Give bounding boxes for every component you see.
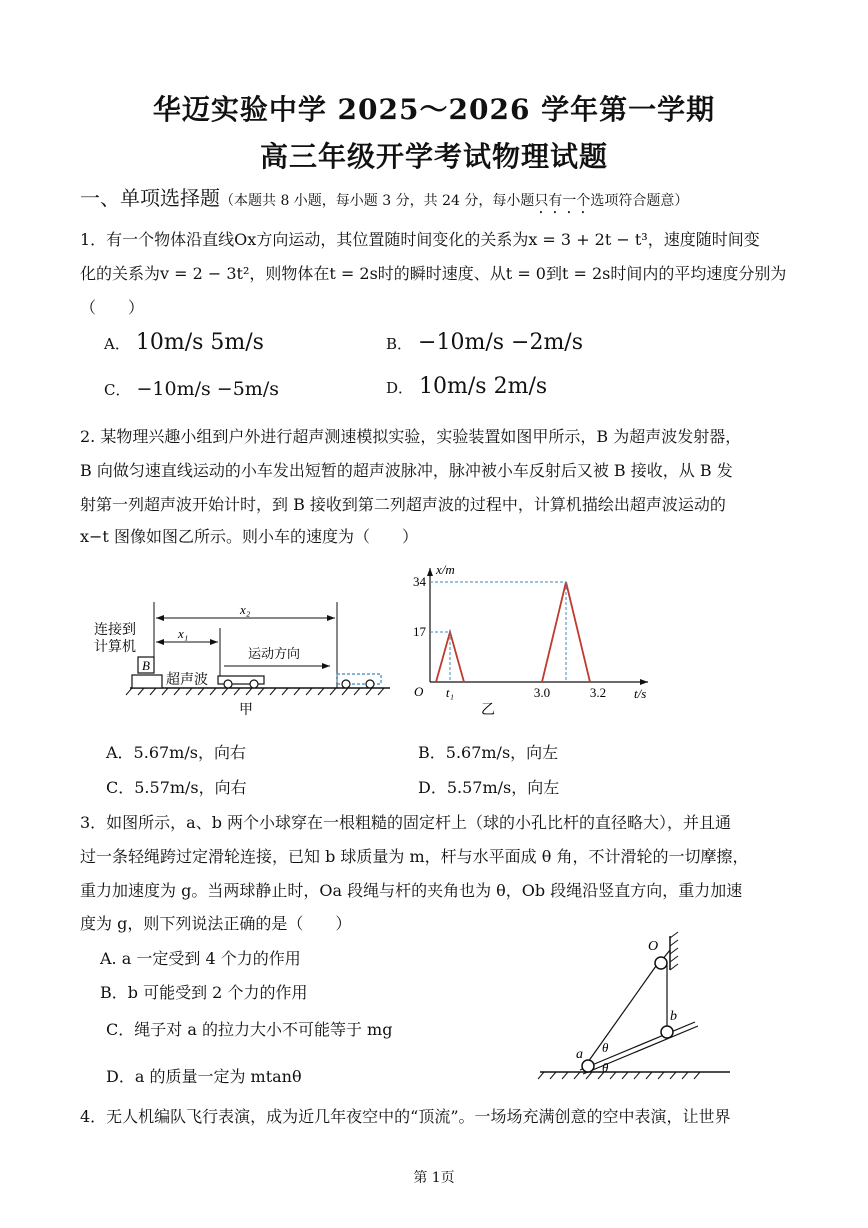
x-tick-3-0: 3.0 [533,685,551,700]
caption-yi: 乙 [481,703,495,718]
page-number: 第 1页 [413,1170,455,1186]
section-note: （本题共 8 小题，每小题 3 分，共 24 分，每小题只有一个选项符合题意） [220,193,689,209]
label-direction: 运动方向 [248,646,301,661]
x-axis-label: t/s [634,686,647,701]
base-block [132,675,162,688]
section-heading [80,182,688,217]
caption-jia: 甲 [239,703,253,718]
q1-stem-line1: 1．有一个物体沿直线Ox方向运动，其位置随时间变化的关系为x = 3 + 2t − t³，速度随时间变 [80,230,760,249]
ground-hatch [126,688,384,695]
exam-title-line1: 华迈实验中学 2025～2026 学年第一学期 [152,93,716,126]
figure-q3-pulley [530,930,730,1090]
y-axis-label: x/m [436,562,455,577]
figure-jia [90,600,400,720]
label-b: b [670,1009,677,1024]
q3-option-b: B．b 可能受到 2 个力的作用 [100,983,308,1002]
origin-label: O [414,684,424,699]
label-theta-2: θ [602,1060,609,1075]
label-a: a [576,1047,583,1062]
q2-stem-line4: x−t 图像如图乙所示。则小车的速度为（ ） [80,527,418,546]
q3-stem-line1: 3．如图所示，a、b 两个小球穿在一根粗糙的固定杆上（球的小孔比杆的直径略大），并且通 [80,813,732,832]
q4-stem-line1: 4．无人机编队飞行表演，成为近几年夜空中的“顶流”。一场场充满创意的空中表演，让世界 [80,1107,731,1126]
label-b: B [142,658,150,673]
pulley [655,957,667,969]
q2-stem-line3: 射第一列超声波开始计时，到 B 接收到第二列超声波的过程中，计算机描绘出超声波运动的 [80,495,726,514]
label-x2: x₂ [240,602,251,617]
ball-a [582,1060,594,1072]
label-x1: x₁ [178,626,189,641]
label-connect-2: 计算机 [94,640,136,655]
q1-stem-line3: （ ） [80,298,145,317]
figure-yi-chart [408,560,658,720]
ball-b [661,1026,673,1038]
q2-option-a: A．5.67m/s，向右 [106,743,246,762]
x-tick-3-2: 3.2 [589,685,607,700]
q3-stem-line2: 过一条轻绳跨过定滑轮连接，已知 b 球质量为 m，杆与水平面成 θ 角，不计滑轮的一切摩擦， [80,847,749,866]
q3-option-c: C．绳子对 a 的拉力大小不可能等于 mg [106,1020,393,1039]
q2-option-c: C．5.57m/s，向右 [106,778,247,797]
q1-option-d: D． 10m/s 2m/s [386,374,548,399]
q3-option-a: A. a 一定受到 4 个力的作用 [100,949,301,968]
label-o: O [648,939,659,954]
label-wave: 超声波 [166,673,208,688]
q3-stem-line4: 度为 g，则下列说法正确的是（ ） [80,914,352,933]
q1-option-c: C． −10m/s −5m/s [104,378,279,400]
section-title: 一、单项选择题 [80,186,220,210]
label-connect-1: 连接到 [94,623,136,638]
q3-option-d: D．a 的质量一定为 mtanθ [106,1067,302,1086]
q2-option-d: D．5.57m/s，向左 [418,778,560,797]
y-tick-34: 34 [413,574,426,589]
label-theta-1: θ [602,1040,609,1055]
rod [580,1022,695,1070]
q1-option-a: A． 10m/s 5m/s [104,330,264,355]
q2-stem-line2: B 向做匀速直线运动的小车发出短暂的超声波脉冲，脉冲被小车反射后又被 B 接收，从 B 发 [80,461,733,480]
q2-option-b: B．5.67m/s，向左 [418,743,559,762]
q3-stem-line3: 重力加速度为 g。当两球静止时，Oa 段绳与杆的夹角也为 θ，Ob 段绳沿竖直方向，重力加速 [80,881,743,900]
q1-stem-line2: 化的关系为v = 2 − 3t²，则物体在t = 2s时的瞬时速度、从t = 0到t = 2s时间内的平均速度分别为 [80,264,787,283]
x-tick-t1: t₁ [445,685,455,700]
y-tick-17: 17 [413,624,426,639]
q1-option-b: B． −10m/s −2m/s [386,330,584,355]
exam-title-line2: 高三年级开学考试物理试题 [259,140,608,173]
q2-stem-line1: 2. 某物理兴趣小组到户外进行超声测速模拟实验，实验装置如图甲所示，B 为超声波发射器， [80,427,742,446]
